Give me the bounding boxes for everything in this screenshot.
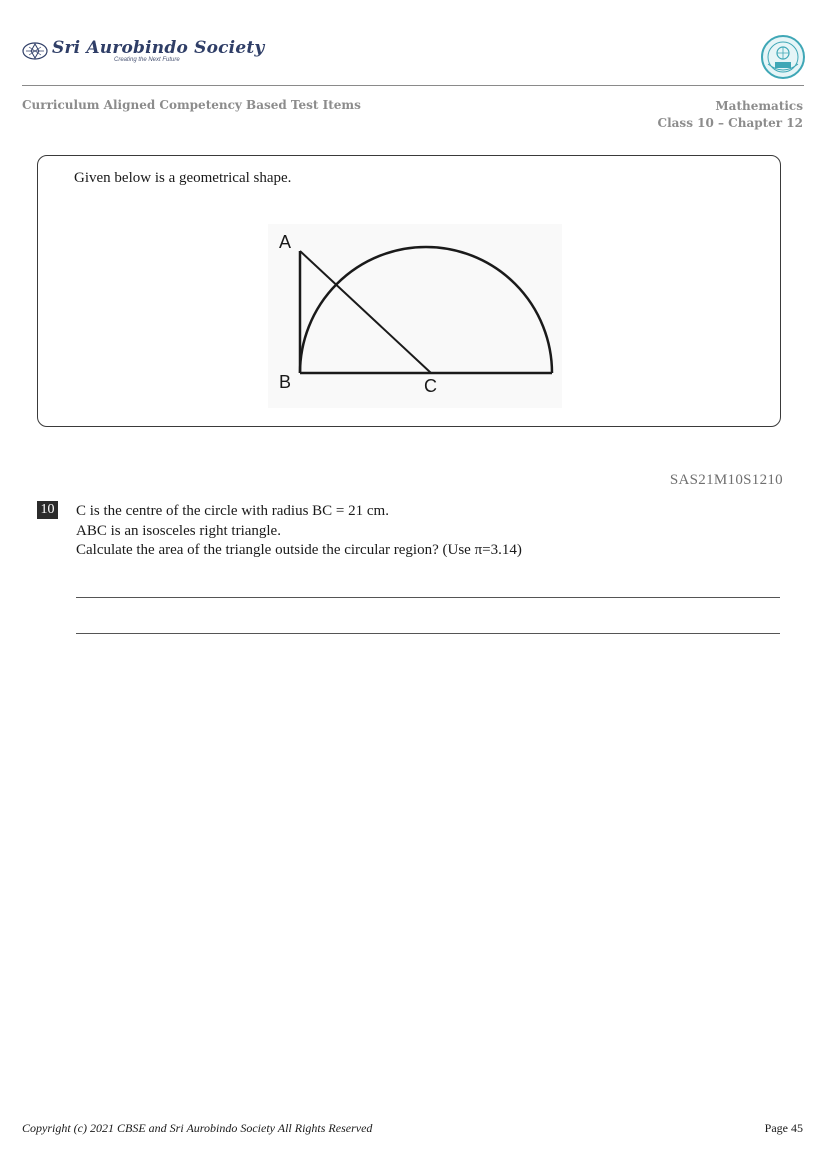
item-code: SAS21M10S1210: [669, 472, 783, 488]
curriculum-title: Curriculum Aligned Competency Based Test Items: [22, 98, 361, 112]
chapter-label: Class 10 – Chapter 12: [657, 116, 803, 130]
vertex-label-c: C: [424, 376, 437, 396]
vertex-label-b: B: [279, 372, 292, 392]
header-divider: [22, 85, 804, 86]
cbse-seal-icon: [760, 34, 806, 80]
subject-name: Mathematics: [715, 99, 803, 113]
brand-name: Sri Aurobindo Society: [52, 38, 265, 58]
question-text: [76, 502, 522, 561]
triangle-semicircle-diagram: [268, 224, 562, 408]
vertex-label-a: A: [279, 232, 292, 252]
semicircle-arc: [300, 247, 552, 373]
lotus-emblem-icon: [22, 40, 48, 62]
geometry-figure: [268, 224, 562, 408]
question-line: Calculate the area of the triangle outside the circular region? (Use π=3.14): [76, 542, 522, 558]
sri-aurobindo-society-logo: [22, 38, 265, 68]
question-line: C is the centre of the circle with radius BC = 21 cm.: [76, 503, 389, 519]
subject-info: [658, 98, 803, 132]
brand-tagline: Creating the Next Future: [114, 57, 180, 63]
stimulus-text: Given below is a geometrical shape.: [74, 170, 292, 186]
stimulus-box: [37, 155, 781, 427]
answer-line[interactable]: [76, 597, 780, 598]
answer-line[interactable]: [76, 633, 780, 634]
hypotenuse-ac: [300, 251, 431, 373]
page-number: Page 45: [764, 1121, 803, 1135]
copyright-notice: Copyright (c) 2021 CBSE and Sri Aurobindo Society All Rights Reserved: [22, 1121, 373, 1135]
question-number-badge: 10: [37, 501, 58, 519]
question-line: ABC is an isosceles right triangle.: [76, 522, 281, 539]
